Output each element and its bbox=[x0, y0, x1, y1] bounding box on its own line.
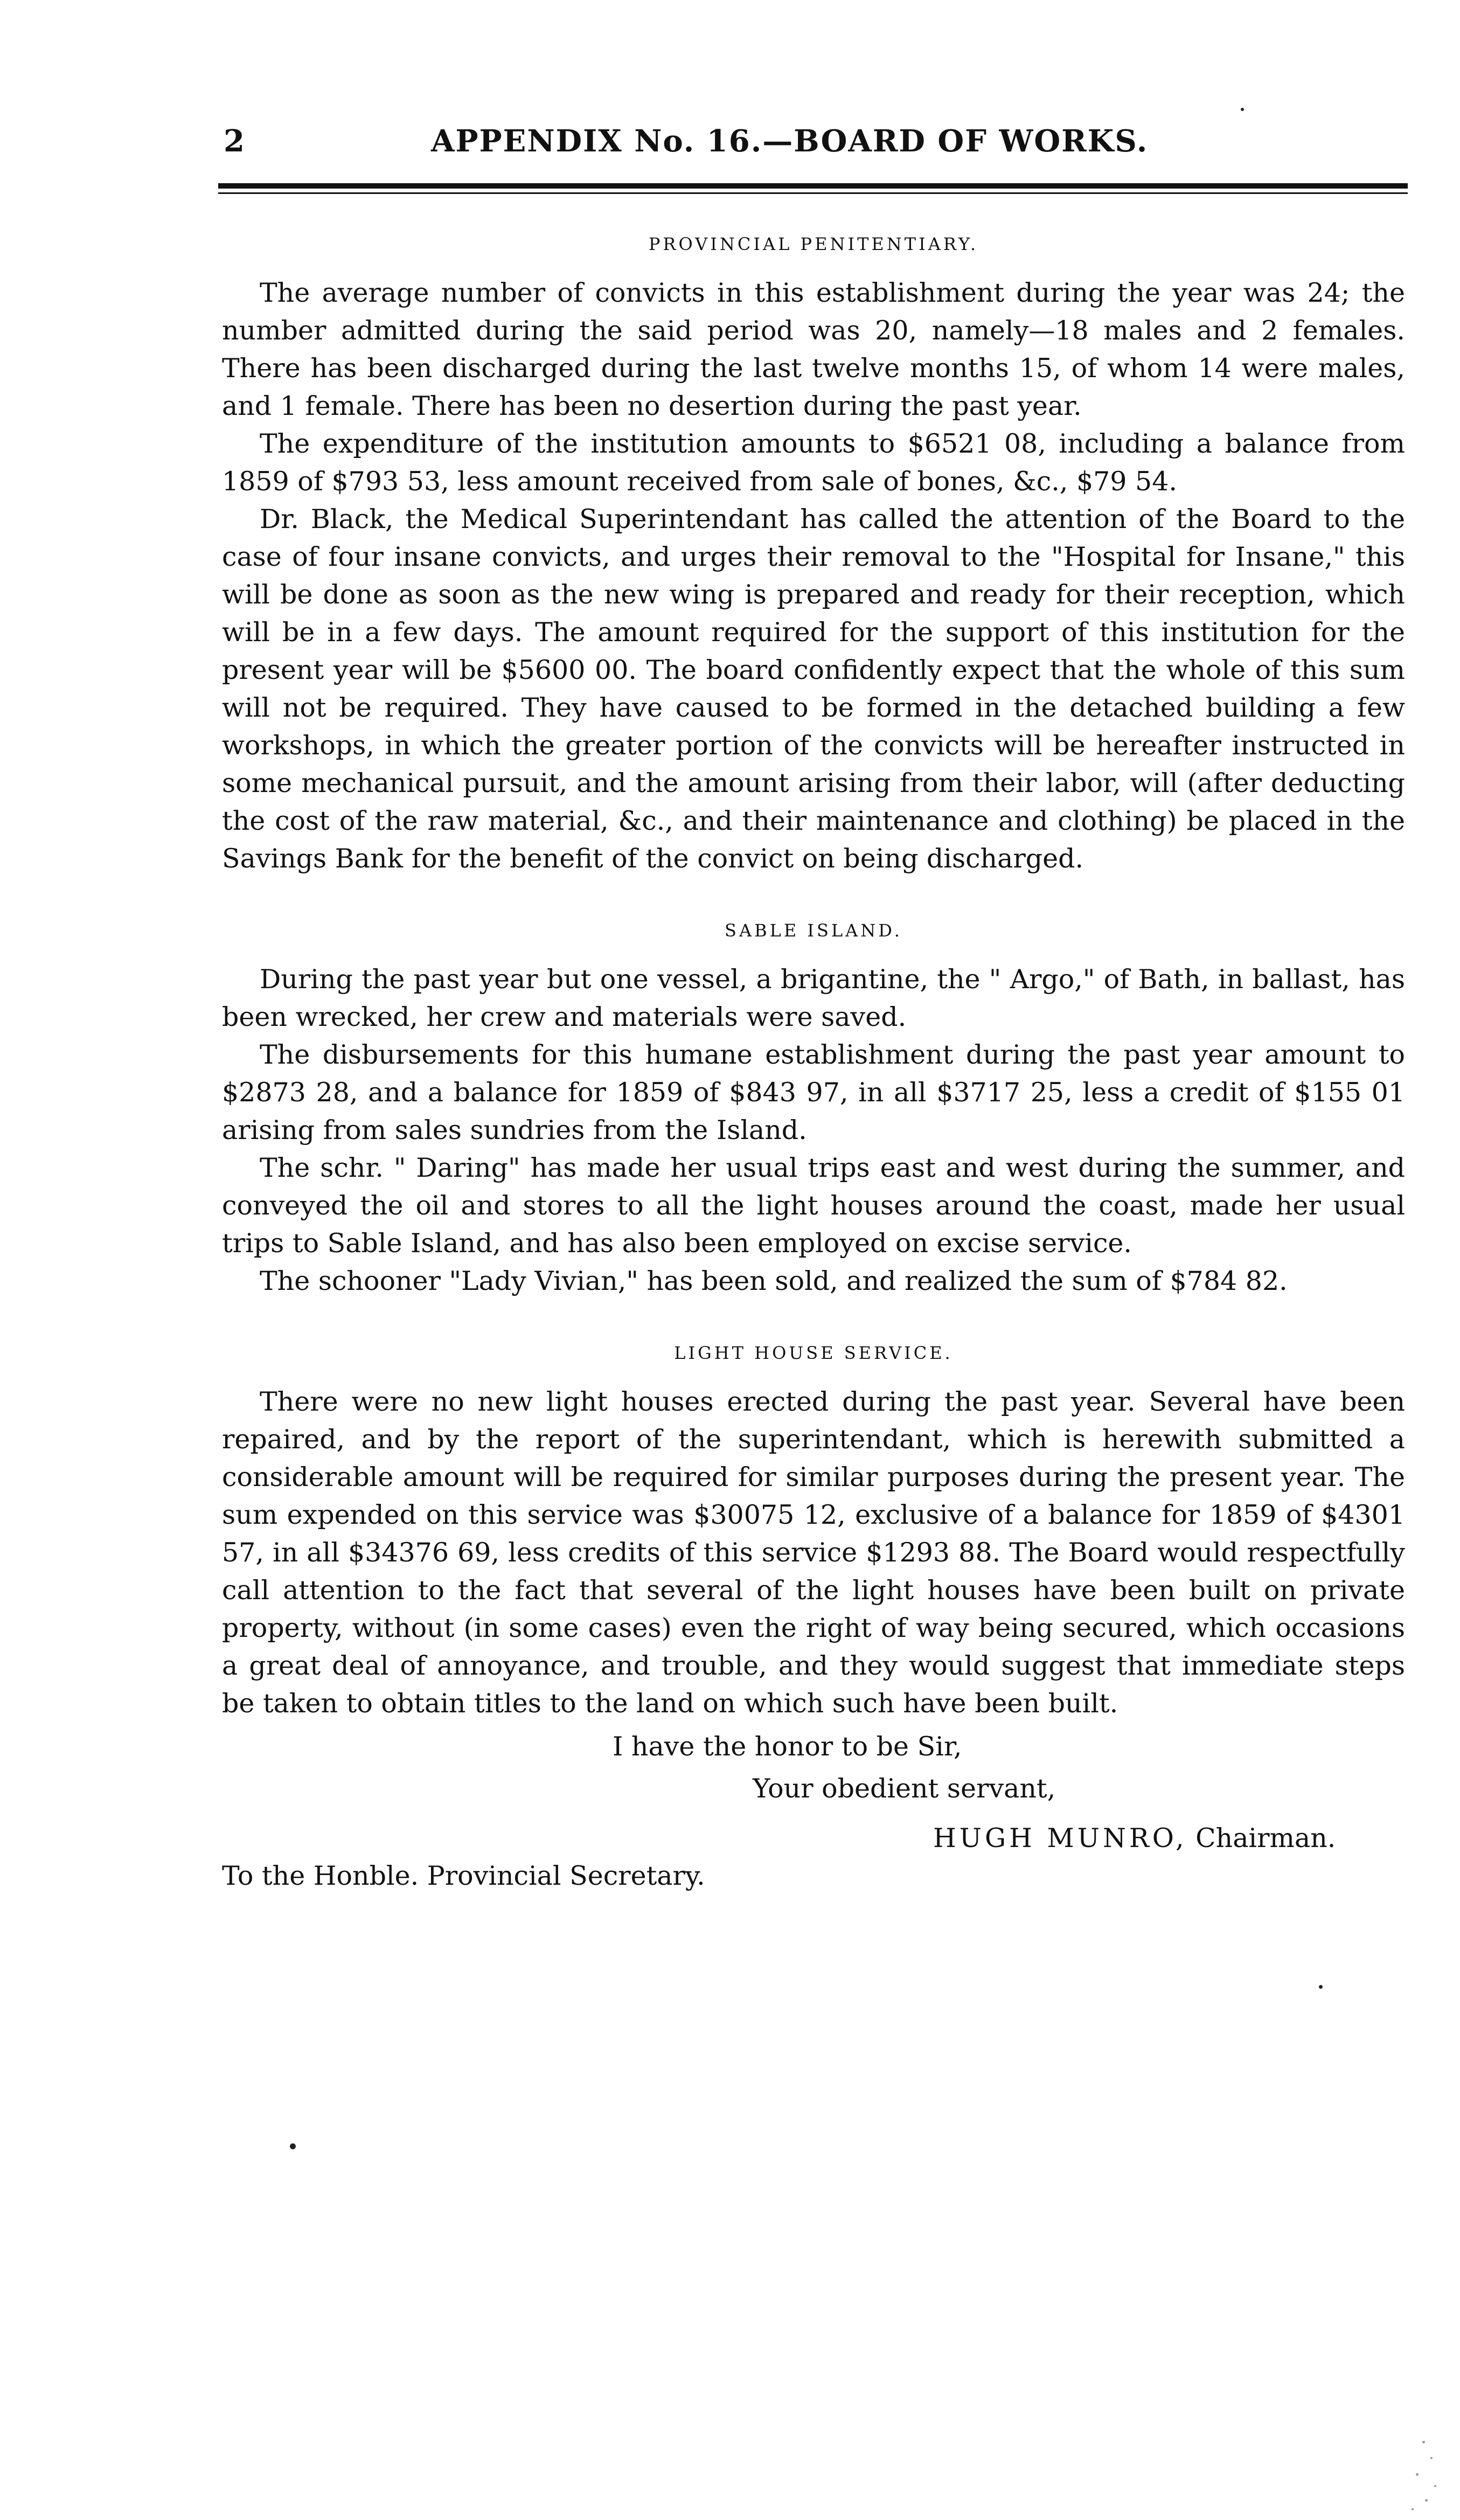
print-speck bbox=[1241, 108, 1244, 111]
edge-speckle bbox=[1434, 2485, 1436, 2487]
paragraph: The schr. " Daring" has made her usual trips east and west during the summer, and conveyed the oil and stores to all the light houses around the coast, made her usual trips to Sable Island, and has also been employed on excise service. bbox=[222, 1153, 1405, 1259]
edge-speckle bbox=[1422, 2441, 1425, 2443]
section-heading-light-house: LIGHT HOUSE SERVICE. bbox=[674, 1343, 953, 1363]
edge-speckle bbox=[1430, 2457, 1433, 2459]
section-heading-penitentiary: PROVINCIAL PENITENTIARY. bbox=[648, 234, 979, 254]
page-header bbox=[213, 120, 1414, 163]
paragraph: There were no new light houses erected during the past year. Several have been repaired, and by the report of the superintendant, which is herewith submitted a considerable amount will be required for similar purposes during the present year. The sum expended on this service was $30075 12, exclusive of a balance for 1859 of $4301 57, in all $34376 69, less credits of this service $1293 88. The Board would respectfully call attention to the fact that several of the light houses have been built on private property, without (in some cases) even the right of way being secured, which occasions a great deal of annoyance, and trouble, and they would suggest that immediate steps be taken to obtain titles to the land on which such have been built. bbox=[222, 1386, 1405, 1719]
letter-closing bbox=[222, 1728, 1405, 1895]
edge-speckle bbox=[1425, 2499, 1428, 2502]
paragraph: The schooner "Lady Vivian," has been sold, and realized the sum of $784 82. bbox=[260, 1266, 1288, 1296]
paragraph: During the past year but one vessel, a brigantine, the " Argo," of Bath, in ballast, has been wrecked, her crew and materials were saved. bbox=[222, 964, 1405, 1032]
header-rule-thick bbox=[218, 183, 1408, 189]
addressee: To the Honble. Provincial Secretary. bbox=[222, 1861, 705, 1891]
signature-line bbox=[222, 1820, 1405, 1857]
edge-speckle bbox=[1416, 2473, 1419, 2476]
signer-name: HUGH MUNRO, bbox=[933, 1823, 1187, 1853]
running-head-title: APPENDIX No. 16.—BOARD OF WORKS. bbox=[431, 123, 1149, 159]
paragraph: Dr. Black, the Medical Superintendant has called the attention of the Board to the case of four insane convicts, and urges their removal to the "Hospital for Insane," this will be done as soon as the new wing is prepared and ready for their reception, which will be in a few days. The amount required for the support of this institution for the present year will be $5600 00. The board confidently expect that the whole of this sum will not be required. They have caused to be formed in the detached building a few workshops, in which the greater portion of the convicts will be hereafter instructed in some mechanical pursuit, and the amount arising from their labor, will (after deducting the cost of the raw material, &c., and their maintenance and clothing) be placed in the Savings Bank for the benefit of the convict on being discharged. bbox=[222, 504, 1405, 874]
header-rule-thin bbox=[218, 192, 1408, 194]
page-number: 2 bbox=[224, 123, 245, 159]
signer-title: Chairman. bbox=[1195, 1823, 1336, 1853]
print-speck bbox=[1319, 1985, 1323, 1989]
section-heading-sable-island: SABLE ISLAND. bbox=[725, 920, 902, 941]
report-body bbox=[222, 229, 1405, 1895]
salutation: I have the honor to be Sir, bbox=[613, 1731, 962, 1762]
paragraph: The average number of convicts in this establishment during the year was 24; the number admitted during the said period was 20, namely—18 males and 2 females. There has been discharged during the last twelve months 15, of whom 14 were males, and 1 female. There has been no desertion during the past year. bbox=[222, 277, 1405, 421]
paragraph: The disbursements for this humane establishment during the past year amount to $2873 28, and a balance for 1859 of $843 97, in all $3717 25, less a credit of $155 01 arising from sales sundries from the Island. bbox=[222, 1039, 1405, 1146]
valediction: Your obedient servant, bbox=[753, 1773, 1056, 1804]
edge-speckle bbox=[1412, 2508, 1414, 2510]
paragraph: The expenditure of the institution amounts to $6521 08, including a balance from 1859 of $793 53, less amount received from sale of bones, &c., $79 54. bbox=[222, 428, 1405, 497]
print-speck bbox=[290, 2143, 296, 2149]
